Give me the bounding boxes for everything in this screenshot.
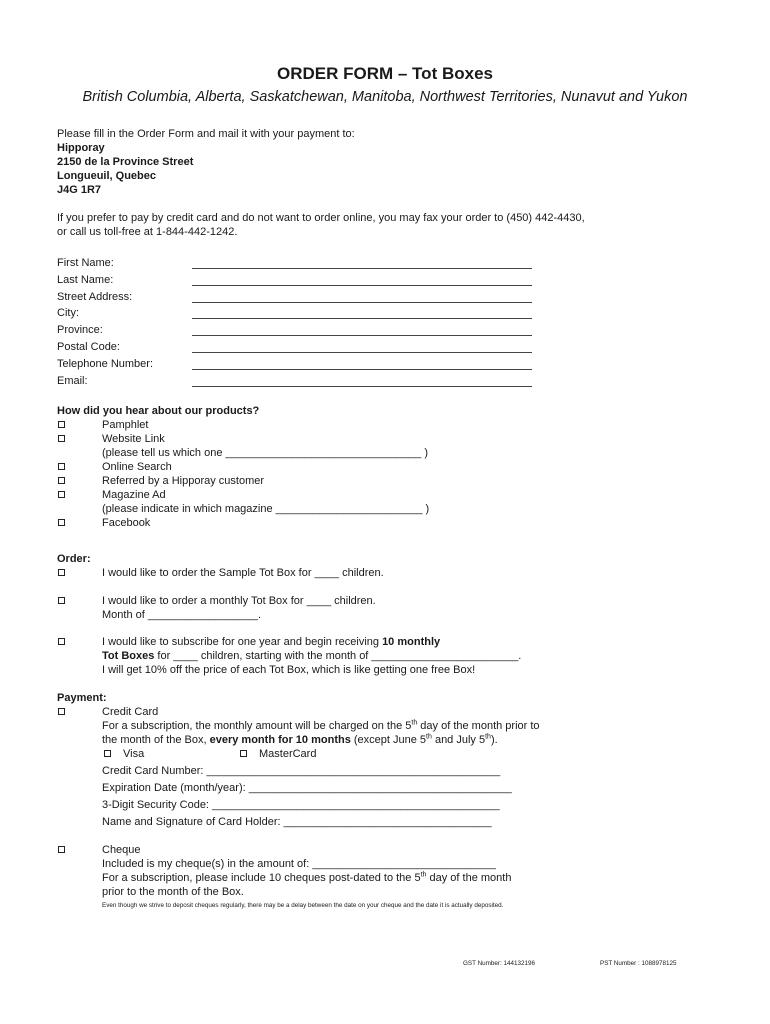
postal-code-field[interactable] (192, 352, 532, 353)
cheque-amount-field[interactable]: Included is my cheque(s) in the amount of: ______________________________ (102, 858, 496, 870)
city-field[interactable] (192, 318, 532, 319)
postal-code-label: Postal Code: (57, 341, 120, 353)
fax-note-line2: or call us toll-free at 1-844-442-1242. (57, 226, 238, 238)
sample-box-label: I would like to order the Sample Tot Box for ____ children. (102, 567, 384, 579)
website-label: Website Link (102, 433, 165, 445)
monthly-box-month: Month of __________________. (102, 609, 262, 621)
gst-number: GST Number: 144132196 (463, 960, 535, 967)
credit-card-note-line2: the month of the Box, every month for 10 months (except June 5th and July 5th). (102, 733, 498, 746)
payment-heading: Payment: (57, 692, 107, 704)
hear-heading: How did you hear about our products? (57, 405, 260, 417)
monthly-box-label: I would like to order a monthly Tot Box for ____ children. (102, 595, 376, 607)
subscription-line2: Tot Boxes for ____ children, starting with the month of ________________________. (102, 650, 522, 662)
website-checkbox[interactable] (58, 435, 65, 442)
sample-box-checkbox[interactable] (58, 569, 65, 576)
order-heading: Order: (57, 553, 91, 565)
cheque-label: Cheque (102, 844, 141, 856)
facebook-label: Facebook (102, 517, 151, 529)
expiration-date-field[interactable]: Expiration Date (month/year): ___________________________________________ (102, 782, 512, 794)
cheque-checkbox[interactable] (58, 846, 65, 853)
visa-checkbox[interactable] (104, 750, 111, 757)
mastercard-checkbox[interactable] (240, 750, 247, 757)
first-name-field[interactable] (192, 268, 532, 269)
referred-label: Referred by a Hipporay customer (102, 475, 265, 487)
cheque-disclaimer: Even though we strive to deposit cheques regularly, there may be a delay between the date on your cheque and the date it is actually deposited. (102, 902, 504, 909)
address-street: 2150 de la Province Street (57, 156, 194, 168)
website-note: (please tell us which one ________________________________ ) (102, 447, 428, 459)
mastercard-label: MasterCard (259, 748, 317, 760)
address-city: Longueuil, Quebec (57, 170, 157, 182)
last-name-field[interactable] (192, 285, 532, 286)
province-label: Province: (57, 324, 103, 336)
card-number-field[interactable]: Credit Card Number: ________________________________________________ (102, 765, 501, 777)
online-search-label: Online Search (102, 461, 172, 473)
email-field[interactable] (192, 386, 532, 387)
magazine-checkbox[interactable] (58, 491, 65, 498)
pst-number: PST Number : 1088978125 (600, 960, 677, 967)
referred-checkbox[interactable] (58, 477, 65, 484)
security-code-field[interactable]: 3-Digit Security Code: _______________________________________________ (102, 799, 500, 811)
credit-card-checkbox[interactable] (58, 708, 65, 715)
pamphlet-label: Pamphlet (102, 419, 149, 431)
email-label: Email: (57, 375, 88, 387)
address-postal: J4G 1R7 (57, 184, 102, 196)
page-title: ORDER FORM – Tot Boxes (277, 64, 493, 83)
magazine-note: (please indicate in which magazine ________________________ ) (102, 503, 430, 515)
pamphlet-checkbox[interactable] (58, 421, 65, 428)
subscription-line1: I would like to subscribe for one year and begin receiving 10 monthly (102, 636, 441, 648)
address-company: Hipporay (57, 142, 105, 154)
telephone-label: Telephone Number: (57, 358, 154, 370)
telephone-field[interactable] (192, 369, 532, 370)
province-field[interactable] (192, 335, 532, 336)
credit-card-label: Credit Card (102, 706, 159, 718)
street-address-field[interactable] (192, 302, 532, 303)
fax-note-line1: If you prefer to pay by credit card and do not want to order online, you may fax your order to (450) 442-4430, (57, 212, 585, 224)
last-name-label: Last Name: (57, 274, 114, 286)
subscription-line3: I will get 10% off the price of each Tot Box, which is like getting one free Box! (102, 664, 476, 676)
monthly-box-checkbox[interactable] (58, 597, 65, 604)
first-name-label: First Name: (57, 257, 114, 269)
card-holder-signature-field[interactable]: Name and Signature of Card Holder: __________________________________ (102, 816, 492, 828)
intro-text: Please fill in the Order Form and mail it with your payment to: (57, 128, 355, 140)
street-address-label: Street Address: (57, 291, 133, 303)
credit-card-note-line1: For a subscription, the monthly amount will be charged on the 5th day of the month prior to (102, 719, 540, 732)
cheque-note-line2: prior to the month of the Box. (102, 886, 244, 898)
page-subtitle: British Columbia, Alberta, Saskatchewan, Manitoba, Northwest Territories, Nunavut and Yukon (82, 89, 688, 105)
magazine-label: Magazine Ad (102, 489, 166, 501)
cheque-note-line1: For a subscription, please include 10 cheques post-dated to the 5th day of the month (102, 871, 512, 884)
facebook-checkbox[interactable] (58, 519, 65, 526)
city-label: City: (57, 307, 79, 319)
online-search-checkbox[interactable] (58, 463, 65, 470)
subscription-checkbox[interactable] (58, 638, 65, 645)
visa-label: Visa (123, 748, 145, 760)
